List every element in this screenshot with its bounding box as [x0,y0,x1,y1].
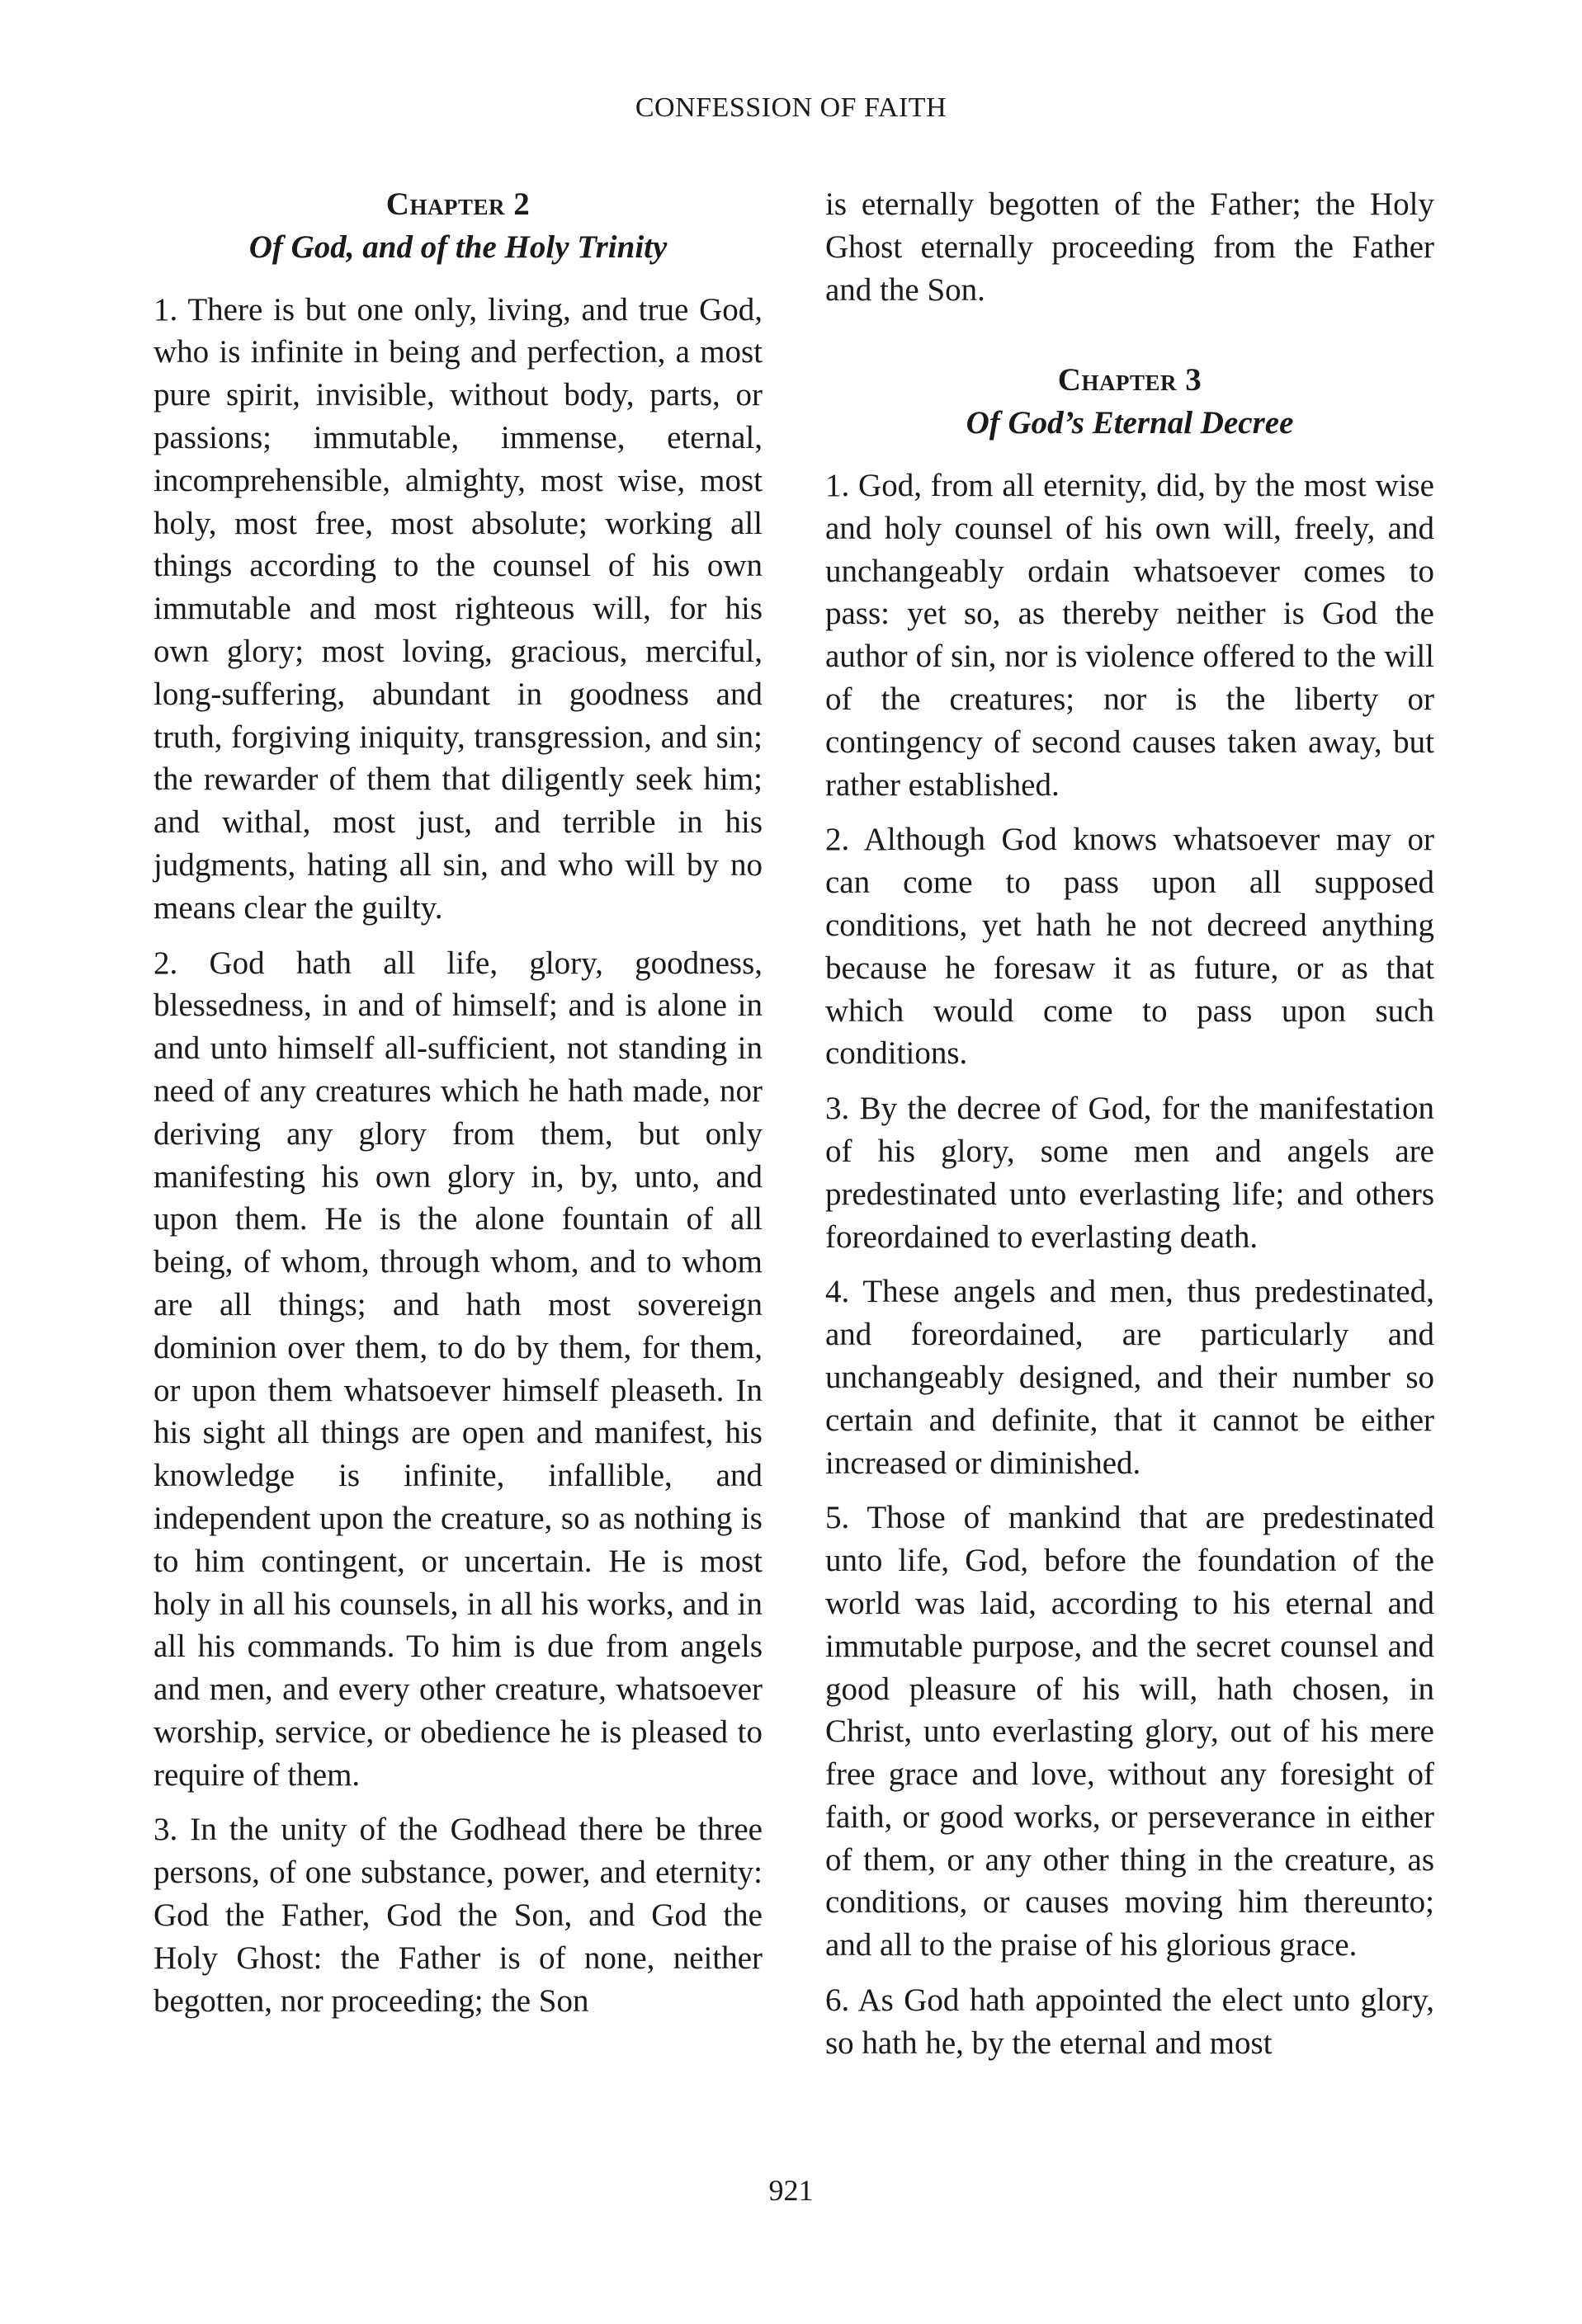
paragraph: 2. Although God knows whatsoever may or can come to pass upon all supposed conditions, yet hath he not decreed anything because he foresaw it as future, or as that which would come to pass upon such conditions. [825,822,1434,1072]
running-head: CONFESSION OF FAITH [635,92,947,123]
right-column [825,183,1434,2077]
chapter-label: Chapter 3 [1057,362,1202,398]
chapter-3-heading [825,359,1434,445]
paragraph: 3. By the decree of God, for the manifestation of his glory, some men and angels are predestinated unto everlasting life; and others foreordained to everlasting death. [825,1091,1434,1255]
paragraph: 5. Those of mankind that are predestinated unto life, God, before the foundation of the world was laid, according to his eternal and immutable purpose, and the secret counsel and good pleasure of his will, hath chosen, in Christ, unto everlasting glory, out of his mere free grace and love, without any foresight of faith, or good works, or perseverance in either of them, or any other thing in the creature, as conditions, or causes moving him thereunto; and all to the praise of his glorious grace. [825,1500,1434,1963]
page-number: 921 [768,2174,814,2207]
left-column [153,183,763,2034]
paragraph: 4. These angels and men, thus predestinated, and foreordained, are particularly and unchangeably designed, and their number so certain and definite, that it cannot be either increased or diminished. [825,1274,1434,1481]
paragraph-continuation: is eternally begotten of the Father; the Holy Ghost eternally proceeding from the Father and the Son. [825,186,1434,308]
chapter-label: Chapter 2 [385,186,531,222]
paragraph: 1. There is but one only, living, and true God, who is infinite in being and perfection, a most pure spirit, invisible, without body, parts, or passions; immutable, immense, eternal, incomprehensible, almighty, most wise, most holy, most free, most absolute; working all things according to the counsel of his own immutable and most righteous will, for his own glory; most loving, gracious, merciful, long-suffering, abundant in goodness and truth, forgiving iniquity, transgression, and sin; the rewarder of them that diligently seek him; and withal, most just, and terrible in his judgments, hating all sin, and who will by no means clear the guilty. [153,291,763,926]
chapter-2-heading [153,183,763,269]
paragraph: 2. God hath all life, glory, goodness, blessedness, in and of himself; and is alone in and unto himself all-sufficient, not standing in need of any creatures which he hath made, nor deriving any glory from them, but only manifesting his own glory in, by, unto, and upon them. He is the alone fountain of all being, of whom, through whom, and to whom are all things; and hath most sovereign dominion over them, to do by them, for them, or upon them whatsoever himself pleaseth. In his sight all things are open and manifest, his knowledge is infinite, infallible, and independent upon the creature, so as nothing is to him contingent, or uncertain. He is most holy in all his counsels, in all his works, and in all his commands. To him is due from angels and men, and every other creature, whatsoever worship, service, or obedience he is pleased to require of them. [153,945,763,1793]
chapter-title: Of God’s Eternal Decree [966,405,1294,441]
paragraph: 3. In the unity of the Godhead there be three persons, of one substance, power, and eternity: God the Father, God the Son, and God the Holy Ghost: the Father is of none, neither begotten, nor proceeding; the Son [153,1812,763,2019]
chapter-title: Of God, and of the Holy Trinity [248,229,668,265]
paragraph: 6. As God hath appointed the elect unto glory, so hath he, by the eternal and most [825,1982,1434,2061]
paragraph: 1. God, from all eternity, did, by the most wise and holy counsel of his own will, freely, and unchangeably ordain whatsoever comes to pass: yet so, as thereby neither is God the author of sin, nor is violence offered to the will of the creatures; nor is the liberty or contingency of second causes taken away, but rather established. [825,467,1434,803]
